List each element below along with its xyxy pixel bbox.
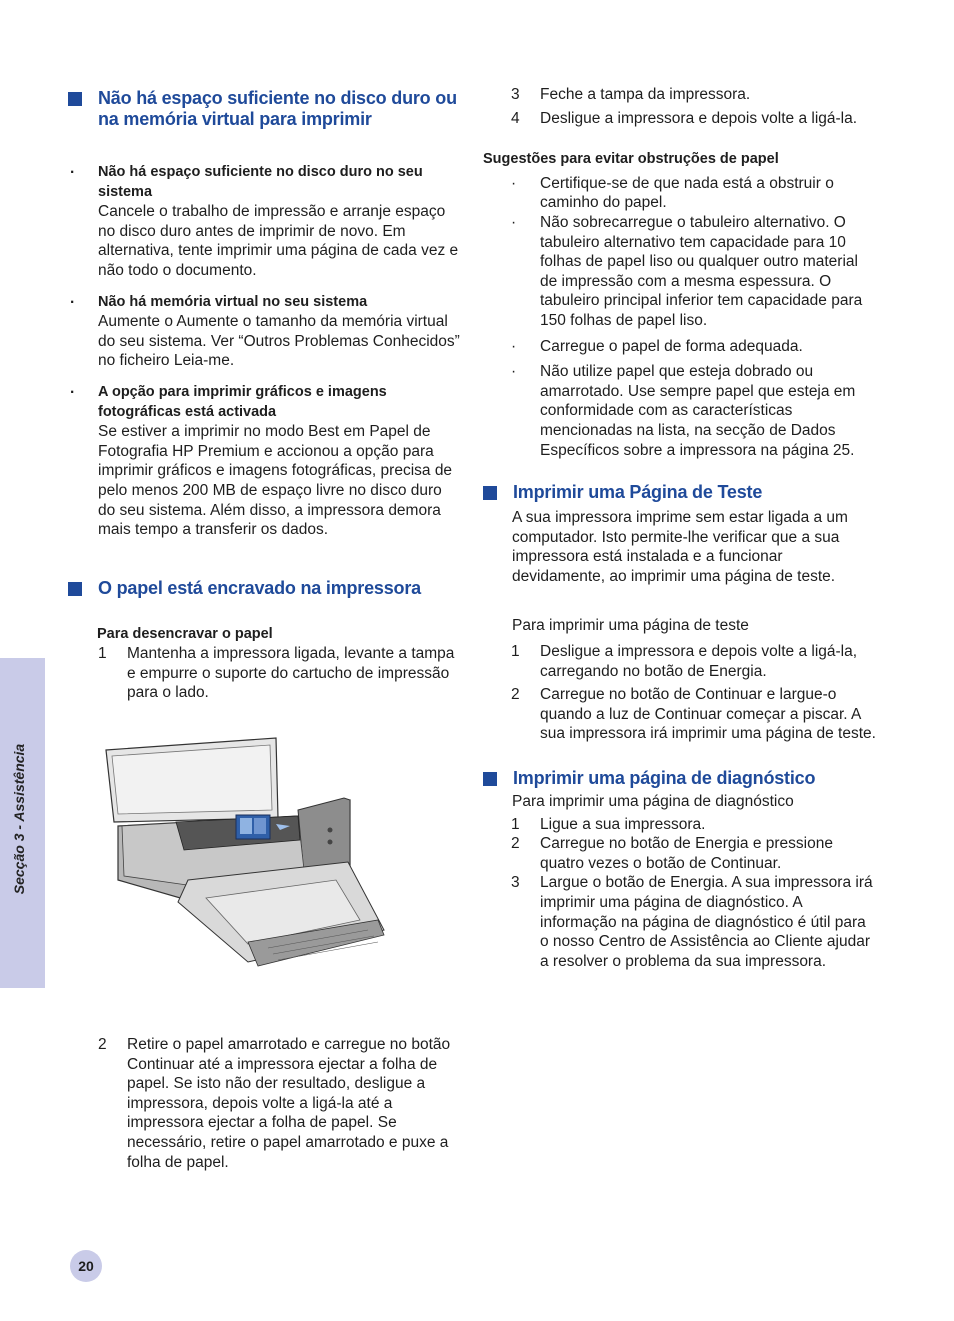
step-item — [68, 1035, 460, 1172]
step-text: Desligue a impressora e depois volte a ligá-la, carregando no botão de Energia. — [540, 643, 858, 680]
step-number: 1 — [98, 645, 107, 663]
step-item — [483, 109, 878, 129]
step-item — [483, 685, 878, 744]
bullet-icon: · — [70, 383, 76, 401]
step-text: Carregue no botão de Continuar e largue-o quando a luz de Continuar começar a piscar. A sua impressora irá imprimir uma página de teste. — [540, 686, 876, 743]
page-number: 20 — [70, 1250, 102, 1282]
section-heading-diagnostic: Imprimir uma página de diagnóstico — [483, 768, 878, 789]
printer-illustration — [98, 730, 390, 972]
step-number: 2 — [511, 835, 520, 853]
heading-square-icon — [483, 486, 497, 500]
step-number: 1 — [511, 643, 520, 661]
step-text: Carregue no botão de Energia e pressione quatro vezes o botão de Continuar. — [540, 835, 833, 872]
diagnostic-lead: Para imprimir uma página de diagnóstico — [512, 793, 794, 811]
step-number: 3 — [511, 86, 520, 103]
left-column — [68, 88, 460, 703]
step-item — [483, 873, 878, 971]
step-text: Ligue a sua impressora. — [540, 815, 706, 833]
list-item — [68, 293, 460, 371]
item-text: Cancele o trabalho de impressão e arranje espaço no disco duro antes de imprimir de novo. Em alternativa, tente imprimir uma página de cada vez e não todo o documento. — [98, 203, 459, 279]
tip-item: · Carregue o papel de forma adequada. — [511, 337, 803, 355]
step-number: 1 — [511, 815, 520, 833]
list-item — [68, 163, 460, 281]
step-number: 4 — [511, 109, 520, 127]
step-item — [483, 815, 878, 835]
test-page-lead: Para imprimir uma página de teste — [512, 617, 749, 635]
section-heading-disk-space: Não há espaço suficiente no disco duro ou na memória virtual para imprimir — [68, 88, 460, 130]
tip-item: · Não utilize papel que esteja dobrado ou amarrotado. Use sempre papel que esteja em conformidade com as características mencionadas na lista, na secção de Dados Específicos sobre a impressora na página 25. — [511, 363, 856, 459]
step-number: 2 — [98, 1036, 107, 1053]
bullet-icon: · — [511, 337, 517, 355]
step-item — [68, 644, 460, 703]
tip-item: · Certifique-se de que nada está a obstruir o caminho do papel. — [511, 174, 834, 212]
step-text: Desligue a impressora e depois volte a ligá-la. — [540, 109, 858, 127]
item-title: Não há espaço suficiente no disco duro no seu sistema — [98, 164, 423, 200]
section-heading-paper-jam: O papel está encravado na impressora — [68, 578, 460, 599]
step-text: Feche a tampa da impressora. — [540, 86, 751, 103]
heading-square-icon — [68, 582, 82, 596]
item-title: Não há memória virtual no seu sistema — [98, 293, 368, 310]
section-heading-test-page: Imprimir uma Página de Teste — [483, 482, 878, 503]
bullet-icon: · — [511, 213, 517, 231]
step-text: Largue o botão de Energia. A sua impressora irá imprimir uma página de diagnóstico. A informação na página de diagnóstico é útil para o nosso Centro de Assistência ao Cliente ajudar a resolver o problema da sua impressora. — [540, 874, 873, 970]
bullet-icon: · — [511, 363, 517, 381]
item-text: Se estiver a imprimir no modo Best em Papel de Fotografia HP Premium e accionou a opção para imprimir gráficos e imagens fotográficas, precisa de pelo menos 200 MB de espaço livre no disco duro do seu sistema. Além disso, a impressora demora mais tempo a transferir os dados. — [98, 423, 453, 539]
step-item — [483, 642, 878, 681]
left-column-lower — [68, 1035, 460, 1172]
tip-item: · Não sobrecarregue o tabuleiro alternativo. O tabuleiro alternativo tem capacidade para 10 folhas de papel liso ou qualquer outro material de impressão com a mesma espessura. O tabuleiro principal inferior tem capacidade para 150 folhas de papel liso. — [511, 213, 863, 329]
heading-square-icon — [68, 92, 82, 106]
step-text: Retire o papel amarrotado e carregue no botão Continuar até a impressora ejectar a folha de papel. Se isto não der resultado, desligue a impressora, depois volte a ligá-la até a impressora ejectar a folha de papel. Se necessário, retire o papel amarrotado e puxe a folha de papel. — [127, 1036, 451, 1171]
procedure-subheading: Para desencravar o papel — [97, 625, 273, 642]
right-column — [483, 85, 878, 971]
bullet-icon: · — [511, 174, 517, 192]
step-number: 2 — [511, 686, 520, 704]
test-page-intro: A sua impressora imprime sem estar ligada a um computador. Isto permite-lhe verificar que a sua impressora está instalada e a funcionar devidamente, ao imprimir uma página de teste. — [512, 509, 848, 585]
bullet-icon: · — [70, 164, 76, 181]
section-side-label: Secção 3 - Assistência — [11, 743, 27, 895]
bullet-icon: · — [70, 293, 76, 311]
heading-square-icon — [483, 772, 497, 786]
tips-heading: Sugestões para evitar obstruções de papel — [483, 151, 779, 168]
item-text: Aumente o Aumente o tamanho da memória virtual do seu sistema. Ver “Outros Problemas Conhecidos” no ficheiro Leia-me. — [98, 313, 460, 370]
step-item — [483, 85, 878, 105]
item-title: A opção para imprimir gráficos e imagens fotográficas está activada — [98, 383, 387, 420]
step-number: 3 — [511, 874, 520, 892]
list-item — [68, 383, 460, 540]
step-item — [483, 834, 878, 873]
step-text: Mantenha a impressora ligada, levante a tampa e empurre o suporte do cartucho de impressão para o lado. — [127, 645, 455, 702]
